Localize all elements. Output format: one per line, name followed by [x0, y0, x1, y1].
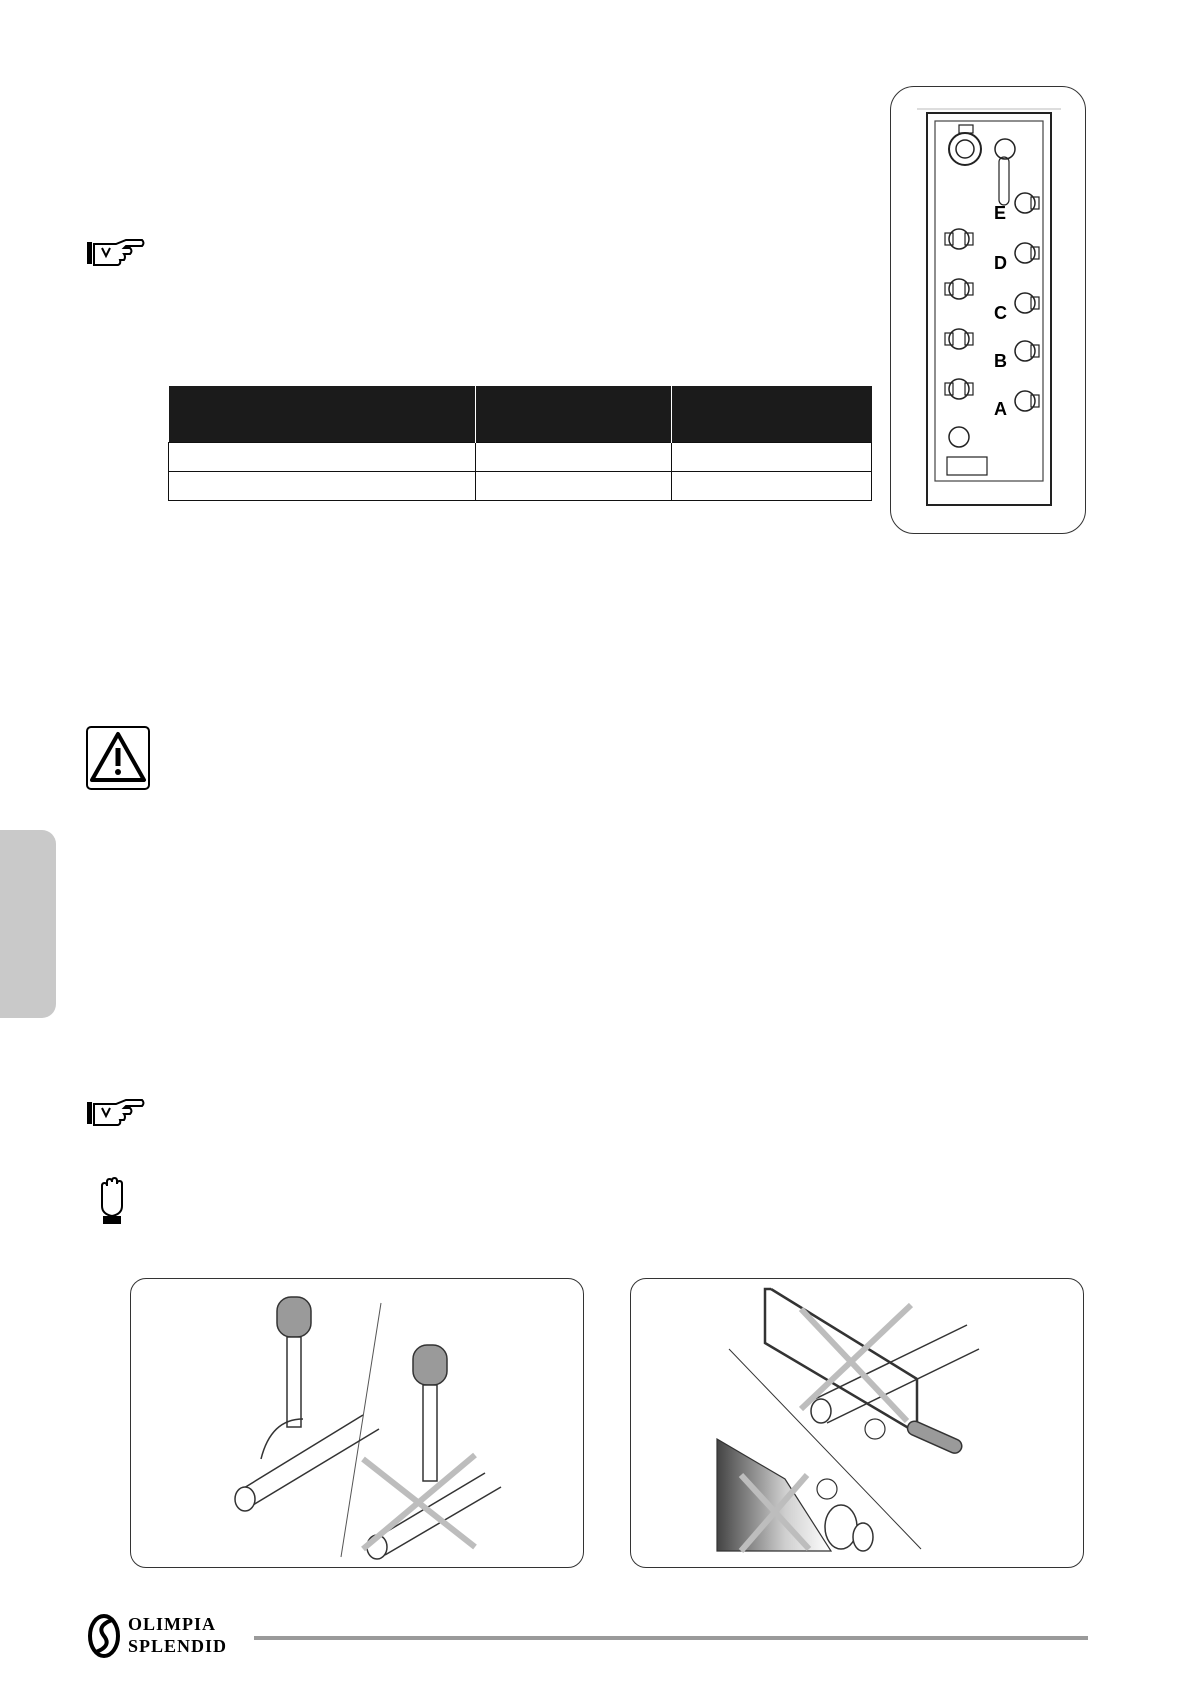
table-cell	[169, 472, 476, 501]
raised-hand-stop-icon	[96, 1176, 128, 1226]
pipe-cutter-illustration	[131, 1279, 583, 1567]
table-cell	[672, 472, 872, 501]
manifold-figure-panel	[890, 86, 1086, 534]
table-cell	[476, 472, 672, 501]
warning-triangle-icon	[86, 726, 150, 790]
table-row	[169, 472, 872, 501]
pipe-cutter-figure-panel	[130, 1278, 584, 1568]
port-label-b: B	[994, 351, 1007, 371]
brand-name-line1: OLIMPIA	[128, 1614, 216, 1634]
hacksaw-figure-panel	[630, 1278, 1084, 1568]
pointing-hand-note-icon	[86, 1098, 146, 1128]
footer-rule	[254, 1636, 1088, 1640]
table-cell	[672, 443, 872, 472]
port-label-d: D	[994, 253, 1007, 273]
port-label-a: A	[994, 399, 1007, 419]
table-header-row	[169, 386, 872, 443]
side-thumb-tab	[0, 830, 56, 1018]
table-cell	[476, 443, 672, 472]
table-header-cell	[476, 386, 672, 443]
port-label-e: E	[994, 203, 1007, 223]
table-header-cell	[169, 386, 476, 443]
spec-table	[168, 386, 872, 501]
port-label-c: C	[994, 303, 1007, 323]
olimpia-splendid-logo-icon	[86, 1612, 122, 1660]
manifold-illustration	[891, 87, 1085, 533]
table-cell	[169, 443, 476, 472]
hacksaw-illustration	[631, 1279, 1083, 1567]
pointing-hand-note-icon	[86, 238, 146, 268]
table-row	[169, 443, 872, 472]
table-header-cell	[672, 386, 872, 443]
brand-name-line2: SPLENDID	[128, 1636, 228, 1656]
